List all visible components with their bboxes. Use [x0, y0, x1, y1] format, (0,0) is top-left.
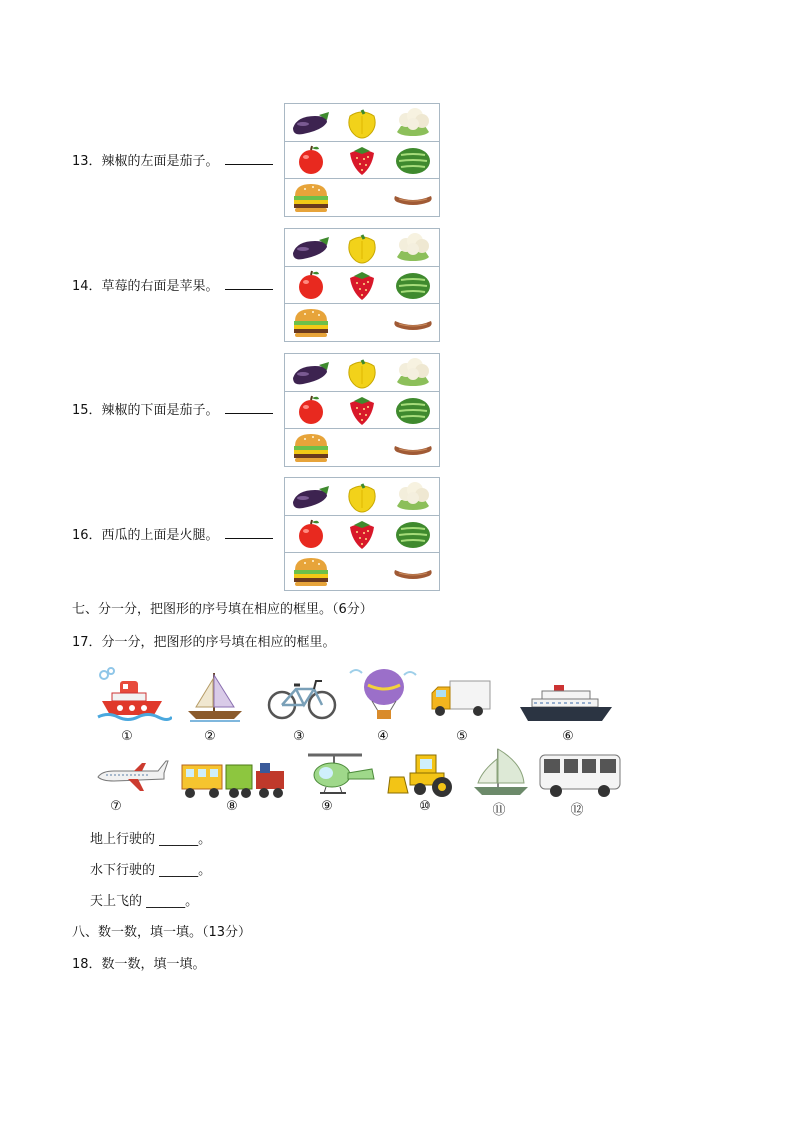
empty-cell: [340, 430, 384, 464]
grid-row: [285, 229, 439, 267]
grid-row: [285, 552, 439, 590]
strawberry-icon: [340, 143, 384, 177]
pepper-icon: [340, 480, 384, 514]
strawberry-icon: [340, 268, 384, 302]
food-grid: [284, 103, 440, 217]
cauliflower-icon: [391, 106, 435, 140]
watermelon-icon: [391, 268, 435, 302]
grid-row: [285, 266, 439, 304]
grid-row: [285, 515, 439, 553]
apple-icon: [289, 268, 333, 302]
burger-icon: [289, 430, 333, 464]
vehicle-label: ⑦: [110, 799, 122, 814]
fill-water: 水下行驶的 ______。: [90, 863, 212, 878]
food-grid: [284, 353, 440, 467]
question-14: [72, 275, 273, 295]
apple-icon: [289, 517, 333, 551]
vehicle-label: ⑩: [419, 799, 431, 814]
sailboat-icon: [176, 665, 252, 725]
question-13: [72, 150, 273, 170]
watermelon-icon: [391, 517, 435, 551]
burger-icon: [289, 554, 333, 588]
sausage-icon: [391, 430, 435, 464]
grid-row: [285, 354, 439, 392]
answer-blank[interactable]: [225, 150, 273, 165]
grid-row: [285, 104, 439, 142]
grid-row: [285, 141, 439, 179]
question-16: [72, 524, 273, 544]
apple-icon: [289, 143, 333, 177]
apple-icon: [289, 393, 333, 427]
cauliflower-icon: [391, 356, 435, 390]
grid-row: [285, 428, 439, 466]
hot-air-balloon-icon: [346, 663, 422, 723]
grid-row: [285, 178, 439, 216]
grid-row: [285, 478, 439, 516]
food-grid: [284, 477, 440, 591]
watermelon-icon: [391, 143, 435, 177]
eggplant-icon: [289, 231, 333, 265]
vehicle-label: ⑥: [562, 729, 574, 744]
sausage-icon: [391, 180, 435, 214]
vehicle-label: ⑪: [492, 803, 506, 818]
question-text: 14．草莓的右面是苹果。: [72, 279, 219, 294]
boat-icon: [96, 665, 172, 725]
pepper-icon: [340, 231, 384, 265]
section-heading: 七、分一分，把图形的序号填在相应的框里。（6分）: [72, 602, 373, 617]
question-text: 16．西瓜的上面是火腿。: [72, 528, 219, 543]
grid-row: [285, 303, 439, 341]
bicycle-icon: [264, 667, 340, 727]
empty-cell: [340, 180, 384, 214]
burger-icon: [289, 180, 333, 214]
vehicle-panel: [92, 663, 624, 818]
sausage-icon: [391, 554, 435, 588]
section-heading: 八、数一数，填一填。（13分）: [72, 925, 252, 940]
answer-blank[interactable]: [225, 275, 273, 290]
eggplant-icon: [289, 106, 333, 140]
burger-icon: [289, 305, 333, 339]
fill-sky: 天上飞的 ______。: [90, 894, 199, 909]
sailing-ship-icon: [464, 743, 540, 803]
cauliflower-icon: [391, 480, 435, 514]
vehicle-label: ⑧: [226, 799, 238, 814]
vehicle-label: ①: [121, 729, 133, 744]
answer-blank[interactable]: [225, 399, 273, 414]
strawberry-icon: [340, 517, 384, 551]
truck-icon: [426, 669, 502, 729]
fill-ground: 地上行驶的 ______。: [90, 832, 212, 847]
ship-icon: [514, 671, 616, 731]
empty-cell: [340, 305, 384, 339]
pepper-icon: [340, 106, 384, 140]
eggplant-icon: [289, 480, 333, 514]
vehicle-label: ⑫: [570, 803, 584, 818]
question-text: 13．辣椒的左面是茄子。: [72, 154, 219, 169]
question-15: [72, 399, 273, 419]
cauliflower-icon: [391, 231, 435, 265]
food-grid: [284, 228, 440, 342]
eggplant-icon: [289, 356, 333, 390]
vehicle-label: ⑨: [321, 799, 333, 814]
grid-row: [285, 391, 439, 429]
answer-blank[interactable]: [225, 524, 273, 539]
watermelon-icon: [391, 393, 435, 427]
vehicle-label: ⑤: [456, 729, 468, 744]
pepper-icon: [340, 356, 384, 390]
question-17: 17．分一分，把图形的序号填在相应的框里。: [72, 635, 336, 650]
vehicle-label: ②: [204, 729, 216, 744]
strawberry-icon: [340, 393, 384, 427]
vehicle-label: ③: [293, 729, 305, 744]
sausage-icon: [391, 305, 435, 339]
vehicle-label: ④: [377, 729, 389, 744]
empty-cell: [340, 554, 384, 588]
question-18: 18．数一数，填一填。: [72, 957, 206, 972]
question-text: 15．辣椒的下面是茄子。: [72, 403, 219, 418]
